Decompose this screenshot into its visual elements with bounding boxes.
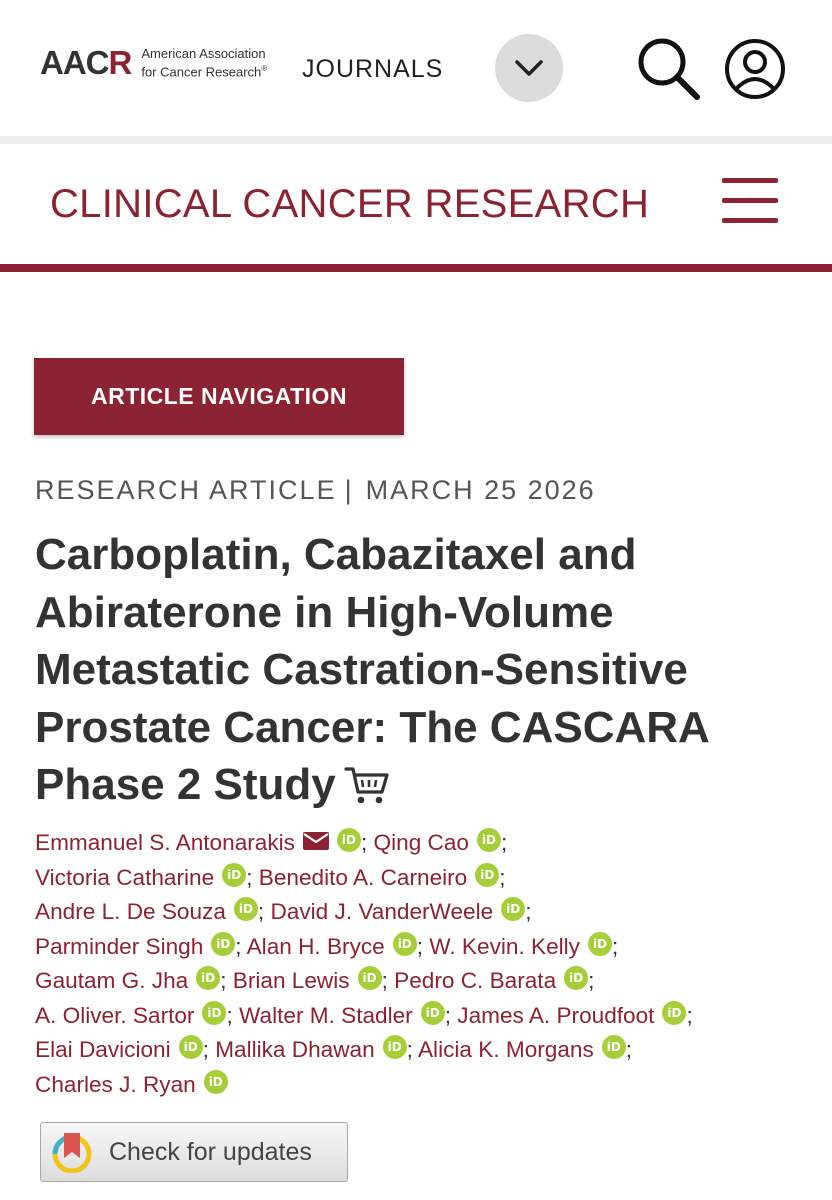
author-name[interactable]: Emmanuel S. Antonarakis	[35, 830, 295, 855]
author-name[interactable]: Gautam G. Jha	[35, 968, 189, 993]
orcid-icon[interactable]: iD	[383, 1035, 407, 1059]
author-name[interactable]: Parminder Singh	[35, 933, 204, 959]
check-for-updates-label: Check for updates	[109, 1137, 312, 1166]
orcid-icon[interactable]: iD	[421, 1001, 445, 1025]
author-item	[418, 1037, 632, 1062]
orcid-icon[interactable]: iD	[477, 828, 501, 852]
orcid-icon[interactable]: iD	[222, 863, 246, 887]
menu-button[interactable]	[722, 178, 780, 226]
logo-mark: AACR	[40, 44, 132, 82]
orcid-icon[interactable]: iD	[202, 1001, 226, 1025]
author-item	[239, 1003, 451, 1028]
author-item	[259, 865, 506, 890]
author-item	[35, 934, 242, 959]
author-name[interactable]: A. Oliver. Sartor	[35, 1002, 195, 1028]
author-name[interactable]: David J. VanderWeele	[270, 899, 494, 924]
author-name[interactable]: Alicia K. Morgans	[417, 1037, 594, 1062]
crossmark-icon	[51, 1131, 93, 1173]
orcid-icon[interactable]: iD	[475, 863, 499, 887]
author-name[interactable]: Brian Lewis	[232, 968, 350, 993]
author-item	[457, 1003, 692, 1028]
author-separator: ;	[611, 933, 619, 959]
author-name[interactable]: Mallika Dhawan	[215, 1037, 375, 1062]
author-separator: ;	[416, 933, 424, 959]
user-icon	[724, 38, 786, 100]
author-name[interactable]: Andre L. De Souza	[35, 899, 226, 924]
article-navigation-button[interactable]: ARTICLE NAVIGATION	[34, 358, 404, 435]
author-item	[374, 830, 508, 855]
author-separator: ;	[588, 968, 595, 993]
author-item	[35, 830, 367, 855]
author-item	[394, 968, 594, 993]
author-item	[233, 968, 388, 993]
logo-text	[141, 46, 267, 79]
author-separator: ;	[499, 864, 506, 890]
search-icon	[636, 36, 702, 102]
author-item	[35, 1037, 209, 1062]
author-name[interactable]: Victoria Catharine	[35, 864, 215, 890]
journals-label[interactable]: JOURNALS	[302, 55, 444, 83]
author-name[interactable]: Elai Davicioni	[35, 1037, 171, 1062]
author-separator: ;	[246, 864, 253, 890]
author-separator: ;	[235, 933, 242, 959]
author-separator: ;	[381, 968, 388, 993]
search-button[interactable]	[636, 36, 702, 102]
journals-dropdown-button[interactable]	[495, 34, 563, 102]
site-header	[0, 0, 832, 136]
orcid-icon[interactable]: iD	[564, 966, 588, 990]
author-separator: ;	[226, 1002, 233, 1028]
author-item	[270, 899, 531, 924]
author-separator: ;	[686, 1002, 693, 1028]
aacr-logo[interactable]	[40, 44, 268, 82]
author-list	[35, 826, 810, 1102]
orcid-icon[interactable]: iD	[179, 1035, 203, 1059]
orcid-icon[interactable]: iD	[337, 828, 361, 852]
author-separator: ;	[360, 830, 368, 855]
article-title	[35, 526, 805, 820]
email-icon[interactable]	[303, 826, 329, 861]
author-item	[35, 1003, 233, 1028]
logo-text-line1: American Association	[141, 46, 266, 61]
meta-separator: |	[344, 475, 354, 505]
orcid-icon[interactable]: iD	[393, 932, 417, 956]
author-name[interactable]: Pedro C. Barata	[394, 968, 557, 993]
author-name[interactable]: James A. Proudfoot	[457, 1002, 655, 1028]
author-name[interactable]: Qing Cao	[373, 830, 469, 855]
shopping-cart-icon[interactable]	[344, 762, 390, 820]
registered-mark: ®	[261, 64, 268, 73]
orcid-icon[interactable]: iD	[234, 897, 258, 921]
orcid-icon[interactable]: iD	[358, 966, 382, 990]
author-name[interactable]: Benedito A. Carneiro	[258, 864, 468, 890]
author-item	[215, 1037, 413, 1062]
orcid-icon[interactable]: iD	[662, 1001, 686, 1025]
logo-text-line2: for Cancer Research®	[141, 64, 268, 80]
author-item	[247, 934, 423, 959]
author-separator: ;	[220, 968, 227, 993]
journal-bar	[0, 144, 832, 264]
article-date: MARCH 25 2026	[365, 475, 596, 505]
journal-title[interactable]: CLINICAL CANCER RESEARCH	[50, 182, 650, 226]
author-name[interactable]: Walter M. Stadler	[239, 1002, 413, 1028]
author-name[interactable]: Alan H. Bryce	[246, 933, 385, 959]
article-title-text: Carboplatin, Cabazitaxel and Abiraterone in High-Volume Metastatic Castration-Sensitive Prostate Cancer: The CASCARA Phase 2 Study	[35, 530, 709, 809]
author-separator: ;	[625, 1037, 633, 1062]
check-for-updates-button[interactable]	[40, 1122, 348, 1182]
author-separator: ;	[202, 1037, 209, 1062]
author-separator: ;	[406, 1037, 413, 1062]
orcid-icon[interactable]: iD	[196, 966, 220, 990]
article-type: RESEARCH ARTICLE	[35, 475, 337, 505]
orcid-icon[interactable]: iD	[588, 932, 612, 956]
author-name[interactable]: W. Kevin. Kelly	[429, 933, 580, 959]
orcid-icon[interactable]: iD	[501, 897, 525, 921]
author-item	[35, 968, 226, 993]
author-item	[35, 865, 252, 890]
author-name[interactable]: Charles J. Ryan	[35, 1071, 196, 1097]
header-divider	[0, 136, 832, 144]
article-meta	[35, 475, 596, 506]
author-separator: ;	[444, 1002, 451, 1028]
author-item	[35, 899, 264, 924]
chevron-down-icon	[514, 59, 544, 77]
orcid-icon[interactable]: iD	[204, 1070, 228, 1094]
author-separator: ;	[500, 830, 508, 855]
author-item	[35, 1072, 228, 1097]
author-item	[429, 934, 618, 959]
orcid-icon[interactable]: iD	[211, 932, 235, 956]
journal-rule	[0, 264, 832, 272]
account-button[interactable]	[724, 38, 786, 100]
orcid-icon[interactable]: iD	[602, 1035, 626, 1059]
author-separator: ;	[525, 899, 532, 924]
author-separator: ;	[257, 899, 265, 924]
